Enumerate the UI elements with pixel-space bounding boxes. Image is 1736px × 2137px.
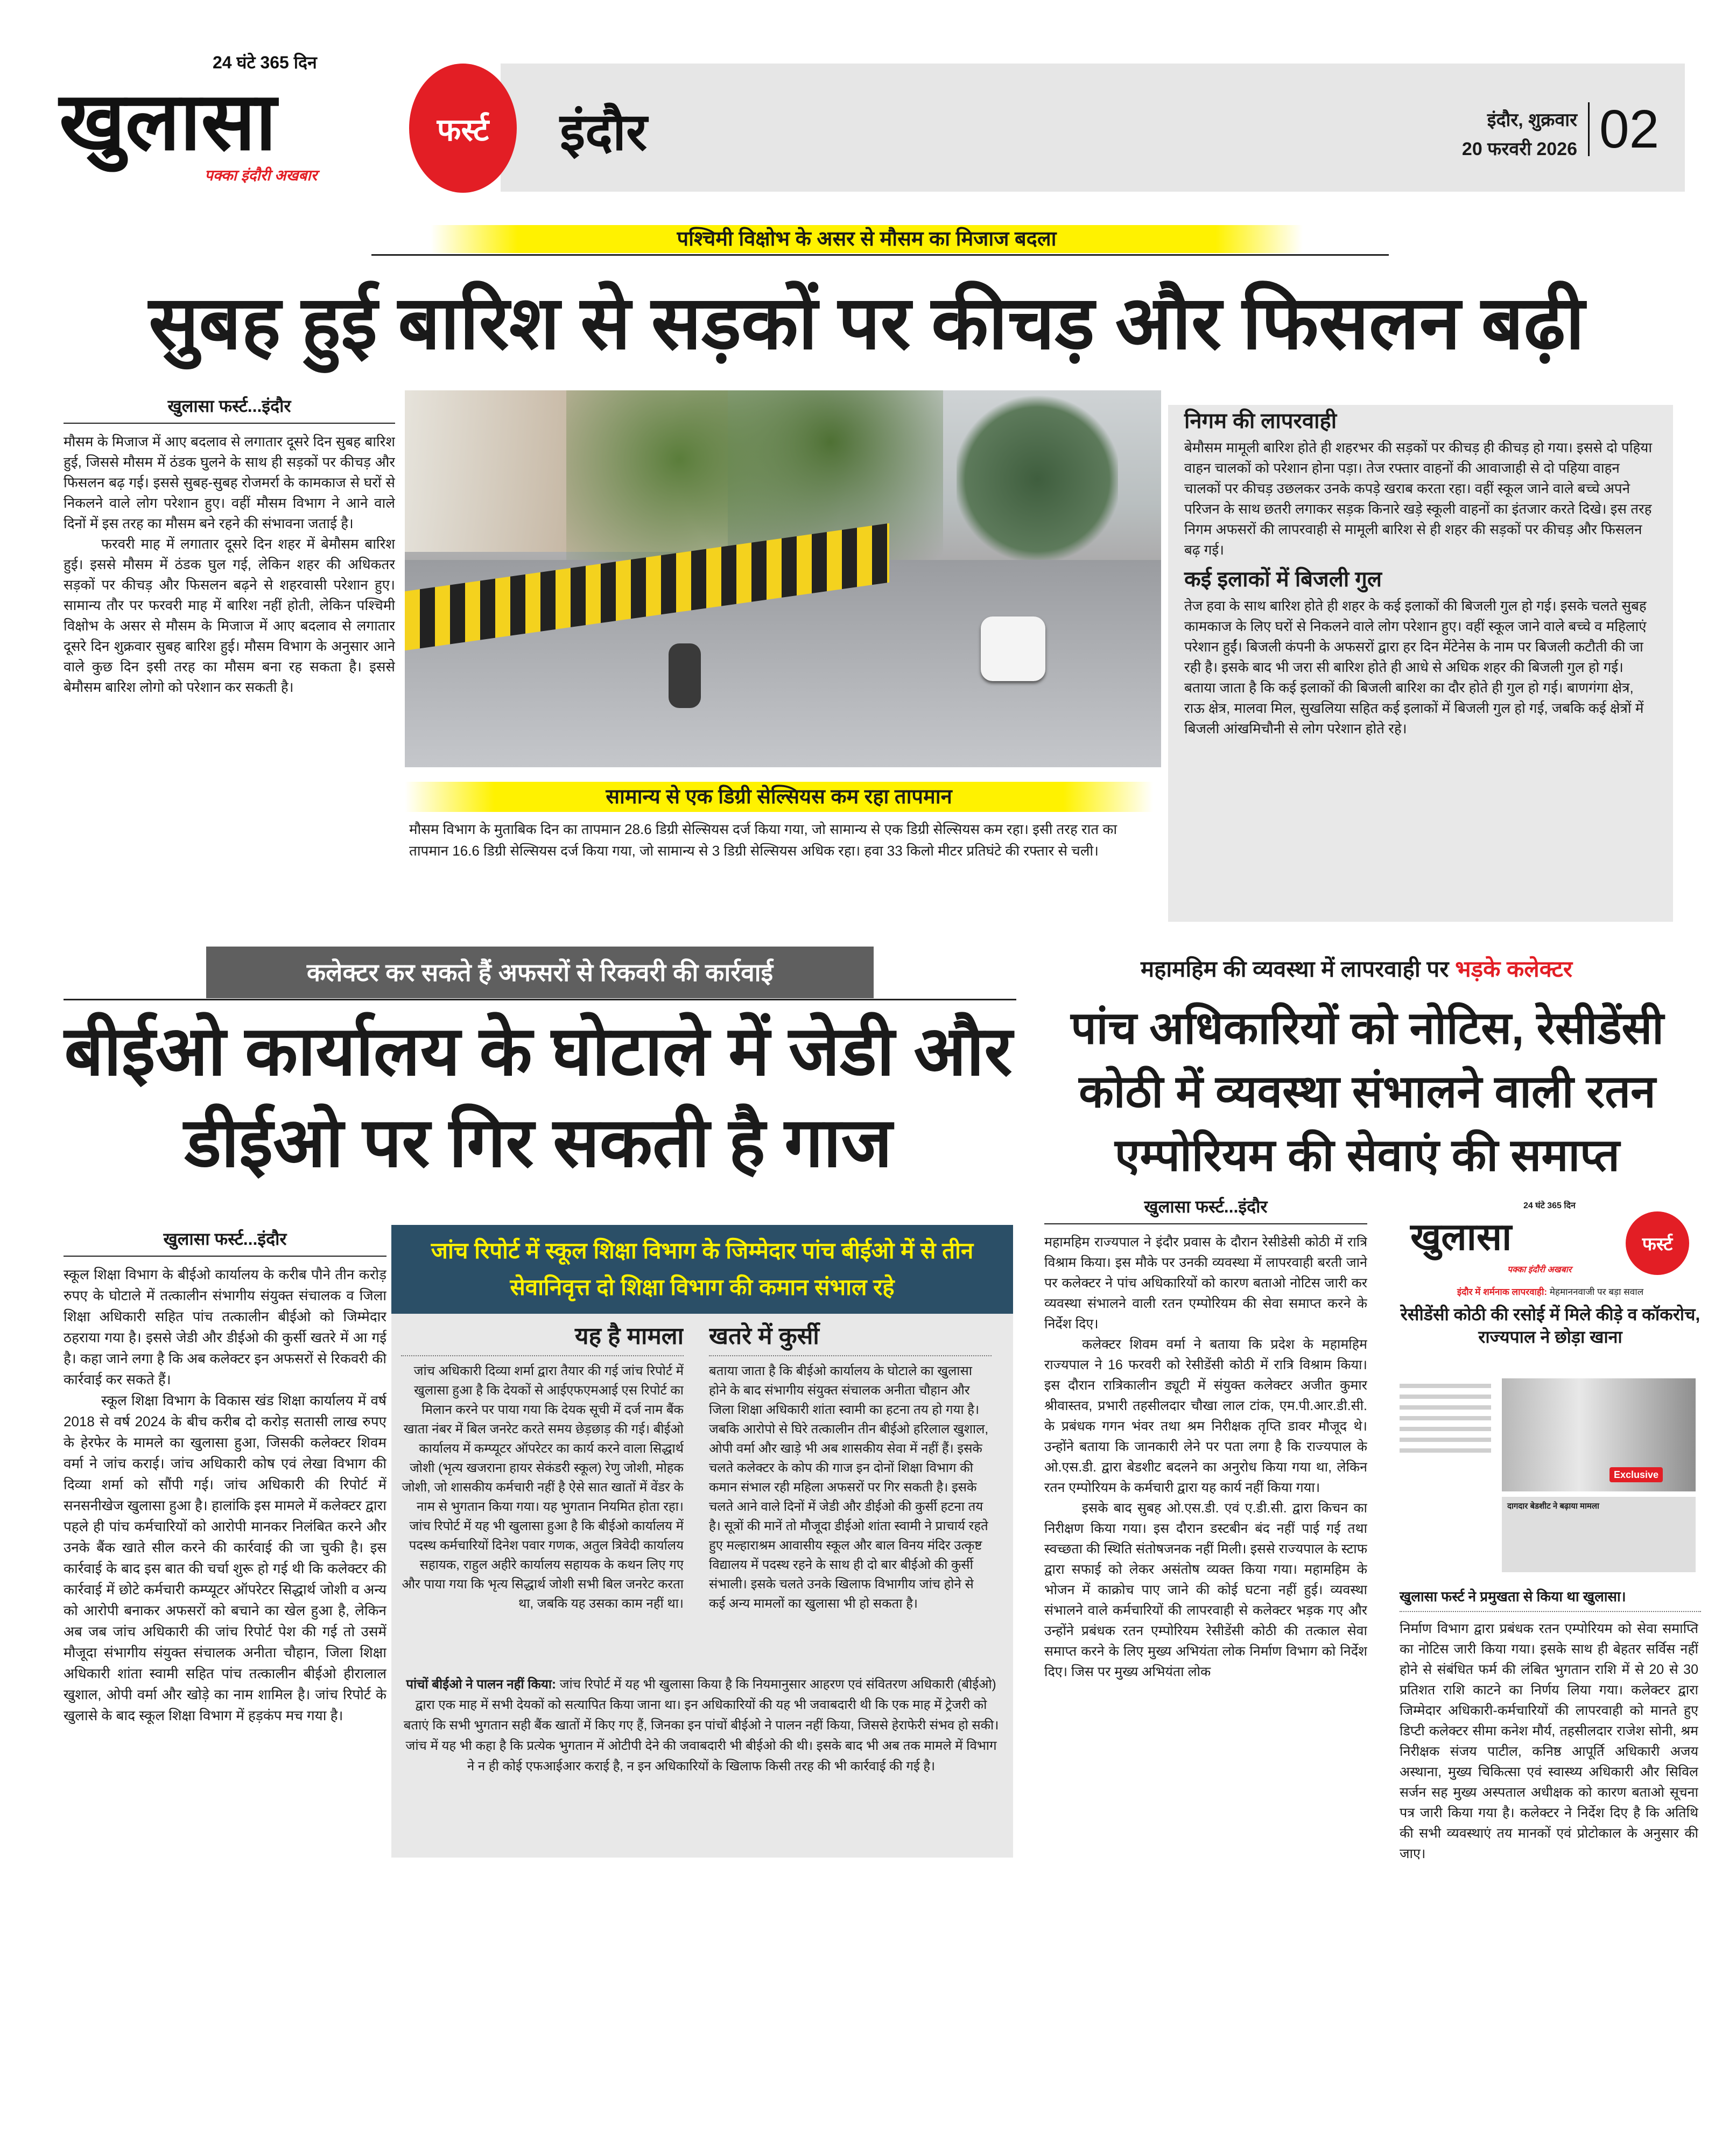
box-footer-text: जांच रिपोर्ट में यह भी खुलासा किया है कि नियमानुसार आहरण एवं संवितरण अधिकारी (बीईओ) द्वारा एक माह में सभी देयकों को सत्यापित किया जाना था। इन अधिकारियों की यह भी जवाबदारी थी कि एक माह में ट्रेजरी को बताएं कि सभी भुगतान सही बैंक खातों में किए गए हैं, जिनका इन पांचों बीईओ ने पालन नहीं किया, जिससे हेराफेरी संभव हो सकी। जांच में यह भी कहा है कि प्रत्येक भुगतान में ओटीपी देने की जवाबदारी भी बीईओ की थी। इसके बाद भी अब तक मामले में विभाग ने न ही कोई एफआईआर कराई है, न इन अधिकारियों के खिलाफ किसी तरह की भी कार्रवाई की गई है। <box>403 1677 999 1774</box>
paragraph: निर्माण विभाग द्वारा प्रबंधक रतन एम्पोरियम को सेवा समाप्ति का नोटिस जारी किया गया। इसके साथ ही बेहतर सर्विस नहीं होने से संबंधित फर्म की लंबित भुगतान राशि में से 20 से 30 प्रतिशत राशि काटने का निर्णय लिया गया। कलेक्टर द्वारा जिम्मेदार अधिकारी-कर्मचारियों की लापरवाही को मानते हुए डिप्टी कलेक्टर सीमा कनेश मौर्य, तहसीलदार राजेश सोनी, श्रम निरीक्षक संजय पाटील, कनिष्ठ आपूर्ति अधिकारी अजय अस्थाना, मुख्य चिकित्सा एवं स्वास्थ्य अधिकारी और सिविल सर्जन सह मुख्य अस्पताल अधीक्षक को कारण बताओ सूचना पत्र जारी किया गया है। कलेक्टर ने निर्देश दिए है कि अतिथि की सभी व्यवस्थाएं तय मानकों एवं प्रोटोकाल के अनुसार की जाए। <box>1400 1621 1698 1861</box>
logo-badge <box>409 64 517 193</box>
story2-factbox <box>391 1314 1013 1858</box>
paragraph: कलेक्टर शिवम वर्मा ने बताया कि प्रदेश के महामहिम राज्यपाल ने 16 फरवरी को रेसीडेंसी कोठी में रात्रि विश्राम किया। इस दौरान रात्रिकालीन ड्यूटी में संयुक्त कलेक्टर अजीत कुमार श्रीवास्तव, प्रभारी तहसीलदार चौखा लाल टांक, एम.पी.आर.डी.सी. के प्रबंधक गगन भंवर तथा श्रम निरीक्षक तृप्ति डावर मौजूद थे। उन्होंने बताया कि जानकारी लेने पर पता लगा है कि राज्यपाल के ओ.एस.डी. द्वारा बेडशीट बदलने का अनुरोध किया गया था, लेकिन रतन एम्पोरियम के कर्मचारी द्वारा यह कार्य नहीं किया गया। <box>1044 1337 1367 1496</box>
clipping-thumbnail[interactable] <box>1400 1201 1712 1578</box>
clip-corridor-photo <box>1502 1378 1696 1491</box>
kicker-text: महामहिम की व्यवस्था में लापरवाही पर <box>1141 956 1449 982</box>
story3-body <box>1044 1232 1367 1682</box>
temperature-text: मौसम विभाग के मुताबिक दिन का तापमान 28.6 डिग्री सेल्सियस दर्ज किया गया, जो सामान्य से एक डिग्री सेल्सियस कम रहा। इसी तरह रात का तापमान 16.6 डिग्री सेल्सियस दर्ज किया गया, जो सामान्य से 3 डिग्री सेल्सियस अधिक रहा। हवा 33 किलो मीटर प्रतिघंटे की रफ्तार से चली। <box>409 821 1117 859</box>
clip-kicker-black: मेहमाननवाजी पर बड़ा सवाल <box>1549 1287 1644 1297</box>
clip-text-line <box>1400 1384 1491 1388</box>
box-column-chair <box>709 1322 992 1667</box>
dateline-date: 20 फरवरी 2026 <box>1461 139 1577 160</box>
clip-text-line <box>1400 1448 1491 1453</box>
photo-car <box>981 616 1045 681</box>
clip-logo-badge-text: फर्स्ट <box>1642 1234 1673 1255</box>
story1-headline[interactable]: सुबह हुई बारिश से सड़कों पर कीचड़ और फिसलन बढ़ी <box>149 282 1585 365</box>
dateline-day: इंदौर, शुक्रवार <box>1487 110 1577 130</box>
logo-tagline-bottom: पक्का इंदौरी अखबार <box>205 167 318 184</box>
story1-text-column <box>64 396 395 918</box>
newspaper-logo[interactable]: खुलासा <box>59 76 277 166</box>
story3-headline[interactable]: पांच अधिकारियों को नोटिस, रेसीडेंसी कोठी में व्यवस्था संभालने वाली रतन एम्पोरियम की सेवाएं की समाप्त <box>1071 1003 1664 1180</box>
story3-text-column <box>1044 1196 1367 2133</box>
photo-motorbike <box>669 643 701 708</box>
clip-text-line <box>1400 1395 1491 1399</box>
box-column-heading: यह है मामला <box>575 1323 684 1349</box>
paragraph: महामहिम राज्यपाल ने इंदौर प्रवास के दौरान रेसीडेसी कोठी में रात्रि विश्राम किया। इस मौके पर उनकी व्यवस्था में लापरवाही बरती जाने पर कलेक्टर ने पांच अधिकारियों को कारण बताओ नोटिस जारी कर व्यवस्था संभालने वाली रतन एम्पोरियम की सेवा समाप्त करने के निर्देश दिए। <box>1044 1235 1367 1332</box>
sidebar-heading: कई इलाकों में बिजली गुल <box>1184 567 1382 591</box>
divider <box>1044 1223 1367 1224</box>
story1-sidebar <box>1168 405 1673 922</box>
divider <box>371 254 1389 256</box>
box-column-heading: खतरे में कुर्सी <box>709 1323 819 1349</box>
divider <box>64 423 395 424</box>
story2-box-headline: जांच रिपोर्ट में स्कूल शिक्षा विभाग के जिम्मेदार पांच बीईओ में से तीन सेवानिवृत्त दो शिक्षा विभाग की कमान संभाल रहे <box>391 1225 1013 1314</box>
box-footer <box>401 1674 1001 1852</box>
box-column-case <box>401 1322 684 1667</box>
edition-city: इंदौर <box>560 103 648 161</box>
clip-logo: खुलासा <box>1410 1216 1512 1258</box>
story2-headline[interactable]: बीईओ कार्यालय के घोटाले में जेडी और डीईओ पर गिर सकती है गाज <box>64 1013 1013 1181</box>
sidebar-heading: निगम की लापरवाही <box>1184 409 1337 433</box>
story2-body <box>64 1264 386 1726</box>
clip-text-line <box>1400 1416 1491 1420</box>
clip-text-line <box>1400 1438 1491 1442</box>
sidebar-text: बेमौसम मामूली बारिश होते ही शहरभर की सड़कों पर कीचड़ ही कीचड़ हो गया। इससे दो पहिया वाहन चालकों को परेशान होना पड़ा। तेज रफ्तार वाहनों की आवाजाही से दो पहिया वाहन चालकों पर कीचड़ उछलकर उनके कपड़े खराब करता रहा। वहीं स्कूल जाने वाले बच्चे अपने परिजन के साथ छतरी लगाकर सड़क किनारे खड़े स्कूली वाहनों का इंतजार करते दिखे। इस तरह निगम अफसरों की लापरवाही से मामूली बारिश से ही शहर की सड़कों पर कीचड़ और फिसलन बढ़ गई। <box>1184 439 1653 558</box>
story3-byline: खुलासा फर्स्ट...इंदौर <box>1144 1197 1268 1216</box>
paragraph: फरवरी माह में लगातार दूसरे दिन शहर में बेमौसम बारिश हुई। इससे मौसम में ठंडक घुल गई, लेकिन शहर की अधिकतर सड़कों पर कीचड़ और फिसलन बढ़ने से शहरवासी परेशान हुए। सामान्य तौर पर फरवरी माह में बारिश नहीं होती, लेकिन पश्चिमी विक्षोभ के असर से मौसम के मिजाज में आए बदलाव से लगातार दूसरे दिन शुक्रवार सुबह बारिश हुई। मौसम विभाग के अनुसार आने वाले कुछ दिन इसी तरह का मौसम बना रह सकता है। इससे बेमौसम बारिश लोगो को परेशान कर सकती है। <box>64 536 395 696</box>
divider <box>709 1355 992 1356</box>
story2-kicker: कलेक्टर कर सकते हैं अफसरों से रिकवरी की कार्रवाई <box>206 947 874 998</box>
exclusive-badge: Exclusive <box>1610 1467 1663 1482</box>
clip-headline: रेसीडेंसी कोठी की रसोई में मिले कीड़े व कॉकरोच, राज्यपाल ने छोड़ा खाना <box>1400 1305 1700 1347</box>
story1-kicker: पश्चिमी विक्षोभ के असर से मौसम का मिजाज बदला <box>431 225 1303 253</box>
photo-tree-right <box>957 390 1118 568</box>
clip-text-line <box>1400 1405 1491 1410</box>
logo-badge-text: फर्स्ट <box>437 112 489 148</box>
page-number: 02 <box>1588 102 1659 156</box>
promo-line: खुलासा फर्स्ट ने प्रमुखता से किया था खुलासा। <box>1400 1588 1626 1604</box>
paragraph: इसके बाद सुबह ओ.एस.डी. एवं ए.डी.सी. द्वारा किचन का निरीक्षण किया गया। इस दौरान डस्टबीन बंद नहीं पाई गई तथा स्वच्छता की स्थिति संतोषजनक नहीं मिली। इससे राज्यपाल के स्टाफ द्वारा सफाई को लेकर असंतोष व्यक्त किया गया। महामहिम के भोजन में काक्रोच पाए जाने की कोई घटना नहीं हुई। व्यवस्था संभालने वाले कर्मचारियों की लापरवाही से कलेक्टर भड़क गए और उन्होंने प्रबंधक रतन एम्पोरियम रेसीडेंसी कोठी की तत्काल सेवा समाप्त करने के लिए मुख्य अभियंता लोक निर्माण विभाग को निर्देश दिए। जिस पर मुख्य अभियंता लोक <box>1044 1501 1367 1680</box>
divider <box>64 999 1016 1000</box>
paragraph: स्कूल शिक्षा विभाग के विकास खंड शिक्षा कार्यालय में वर्ष 2018 से वर्ष 2024 के बीच करीब दो करोड़ सतासी लाख रुपए के हेरफेर के मामले का खुलासा हुआ, जिसकी कलेक्टर शिवम वर्मा ने जांच कराई। जांच अधिकारी कोष एवं लेखा विभाग की दिव्या शर्मा को सौंपी गई। जांच अधिकारी की रिपोर्ट में सनसनीखेज खुलासा हुआ है। हालांकि इस मामले में कलेक्टर द्वारा पहले ही पांच कर्मचारियों को आरोपी मानकर निलंबित करने और उनके बैंक खाते सील करने की कार्रवाई की जा चुकी है। इस कार्रवाई के बाद इस बात की चर्चा शुरू हो गई थी कि कलेक्टर की कार्रवाई में छोटे कर्मचारी कम्प्यूटर ऑपरेटर सिद्धार्थ जोशी व अन्य को आरोपी बनाकर अफसरों को बचाने का खेल हुआ है, लेकिन अब जब जांच अधिकारी की जांच रिपोर्ट पेश की गई तो उसमें मौजूदा संभागीय संयुक्त संचालक अनीता चौहान, जिला शिक्षा अधिकारी शांता स्वामी सहित पांच तत्कालीन बीईओ हीरालाल खुशाल, ओपी वर्मा और खोड़े का नाम शामिल है। जांच रिपोर्ट के खुलासे के बाद स्कूल शिक्षा विभाग में हड़कंप मच गया है। <box>64 1392 386 1724</box>
clip-kicker <box>1400 1286 1701 1299</box>
clip-logo-tagline: 24 घंटे 365 दिन <box>1523 1201 1576 1210</box>
kicker-highlight: भड़के कलेक्टर <box>1455 956 1572 982</box>
clip-logo-badge <box>1626 1211 1689 1275</box>
box-column-text: जांच अधिकारी दिव्या शर्मा द्वारा तैयार की गई जांच रिपोर्ट में खुलासा हुआ है कि देयकों से आईएफएमआई एस रिपोर्ट का मिलान करने पर पाया गया कि देयक सूची में दर्ज नाम बैंक खाता नंबर में बिल जनरेट करते समय छेड़छाड़ की गई। बीईओ कार्यालय में कम्प्यूटर ऑपरेटर का कार्य करने वाला सिद्धार्थ जोशी (भृत्य खजराना हायर सेकंडरी स्कूल) रेणु जोशी, मोहक जोशी, जो शासकीय कर्मचारी नहीं है ऐसे सात खातों में वेंडर के नाम से भुगतान किया गया। यह भुगतान नियमित होता रहा। जांच रिपोर्ट में यह भी खुलासा हुआ है कि बीईओ कार्यालय में पदस्थ कर्मचारियों दिनेश पवार गणक, अतुल त्रिवेदी कार्यालय सहायक, राहुल अहीरे कार्यालय सहायक के कथन लिए गए और पाया गया कि भृत्य सिद्धार्थ जोशी सभी बिल जनरेट करता था, जबकि यह उसका काम नहीं था। <box>402 1363 684 1611</box>
story3-kicker <box>1044 953 1669 985</box>
story1-body <box>64 431 395 697</box>
paragraph: स्कूल शिक्षा विभाग के बीईओ कार्यालय के करीब पौने तीन करोड़ रुपए के घोटाले में तत्कालीन संभागीय संयुक्त संचालक व जिला शिक्षा अधिकारी सहित पांच तत्कालीन बीईओ को जिम्मेदार ठहराया गया है। इससे जेडी और डीईओ की कुर्सी खतरे में आ गई है। कहा जाने लगा है कि अब कलेक्टर इन अफसरों से रिकवरी की कार्रवाई कर सकते हैं। <box>64 1266 386 1388</box>
clip-kicker-red: इंदौर में शर्मनाक लापरवाही: <box>1457 1287 1548 1297</box>
story1-byline: खुलासा फर्स्ट...इंदौर <box>167 396 291 416</box>
logo-tagline-top: 24 घंटे 365 दिन <box>213 53 317 72</box>
photo-caption: सामान्य से एक डिग्री सेल्सियस कम रहा तापमान <box>405 782 1153 812</box>
divider <box>401 1355 684 1356</box>
box-column-text: बताया जाता है कि बीईओ कार्यालय के घोटाले का खुलासा होने के बाद संभागीय संयुक्त संचालक अनीता चौहान और जिला शिक्षा अधिकारी शांता स्वामी का हटना तय हो गया है। जबकि आरोपो से घिरे तत्कालीन तीन बीईओ हरिलाल खुशाल, ओपी वर्मा और खाड़े भी अब शासकीय सेवा में नहीं हैं। इसके चलते कलेक्टर के कोप की गाज इन दोनों शिक्षा विभाग की कमान संभाल रही महिला अफसरों पर गिर सकती है। इसके चलते आने वाले दिनों में जेडी और डीईओ की कुर्सी हटना तय है। सूत्रों की मानें तो मौजूदा डीईओ शांता स्वामी ने प्राचार्य रहते हुए मल्हाराश्रम आवासीय स्कूल और बाल विनय मंदिर उत्कृष्ट विद्यालय में पदस्थ रहने के साथ ही दो बार बीईओ की कुर्सी संभाली। इसके चलते उनके खिलाफ विभागीय जांच होने से कई अन्य मामलों का खुलासा भी हो सकता है। <box>709 1363 989 1611</box>
sidebar-text: तेज हवा के साथ बारिश होते ही शहर के कई इलाकों की बिजली गुल हो गई। इसके चलते सुबह कामकाज के लिए घरों से निकलने वाले लोग परेशान हुए। वहीं स्कूल जाने वाले बच्चे व महिलाएं परेशान हुईं। बिजली कंपनी के अफसरों द्वारा हर दिन मेंटेनेस के नाम पर बिजली कटौती की जा रही है। इसके बाद भी जरा सी बारिश होते ही आधे से अधिक शहर की बिजली गुल हो गई। बताया जाता है कि कई इलाकों की बिजली बारिश का दौर होते ही गुल हो गई। बाणगंगा क्षेत्र, राऊ क्षेत्र, मालवा मिल, सुखलिया सहित कई इलाकों में बिजली गुल हो गई, जबकि कई क्षेत्रों में बिजली आंखमिचौनी से लोग परेशान होते रहे। <box>1184 598 1647 737</box>
divider <box>1400 1611 1701 1612</box>
story3-body-continued <box>1400 1618 1698 2133</box>
clip-subhead: दागदार बेडशीट ने बढ़ाया मामला <box>1507 1502 1599 1511</box>
rainy-road-photo[interactable] <box>405 390 1161 767</box>
dateline <box>1389 106 1577 164</box>
clip-text-line <box>1400 1427 1491 1431</box>
clip-logo-sub: पक्का इंदौरी अखबार <box>1507 1265 1572 1274</box>
story2-byline: खुलासा फर्स्ट...इंदौर <box>163 1229 287 1249</box>
clip-sidebox <box>1502 1497 1696 1572</box>
divider <box>64 1256 386 1257</box>
story2-text-column <box>64 1229 386 2133</box>
paragraph: मौसम के मिजाज में आए बदलाव से लगातार दूसरे दिन सुबह बारिश हुई, जिससे मौसम में ठंडक घुलने के साथ ही सड़कों पर कीचड़ और फिसलन बढ़ गई। इससे सुबह-सुबह रोजमर्रा के कामकाज से घरों से निकलने वाले लोग परेशान हुए। वहीं मौसम विभाग ने आने वाले दिनों में इस तरह का मौसम बने रहने की संभावना जताई है। <box>64 433 395 532</box>
box-footer-lead: पांचों बीईओ ने पालन नहीं किया: <box>406 1677 557 1692</box>
